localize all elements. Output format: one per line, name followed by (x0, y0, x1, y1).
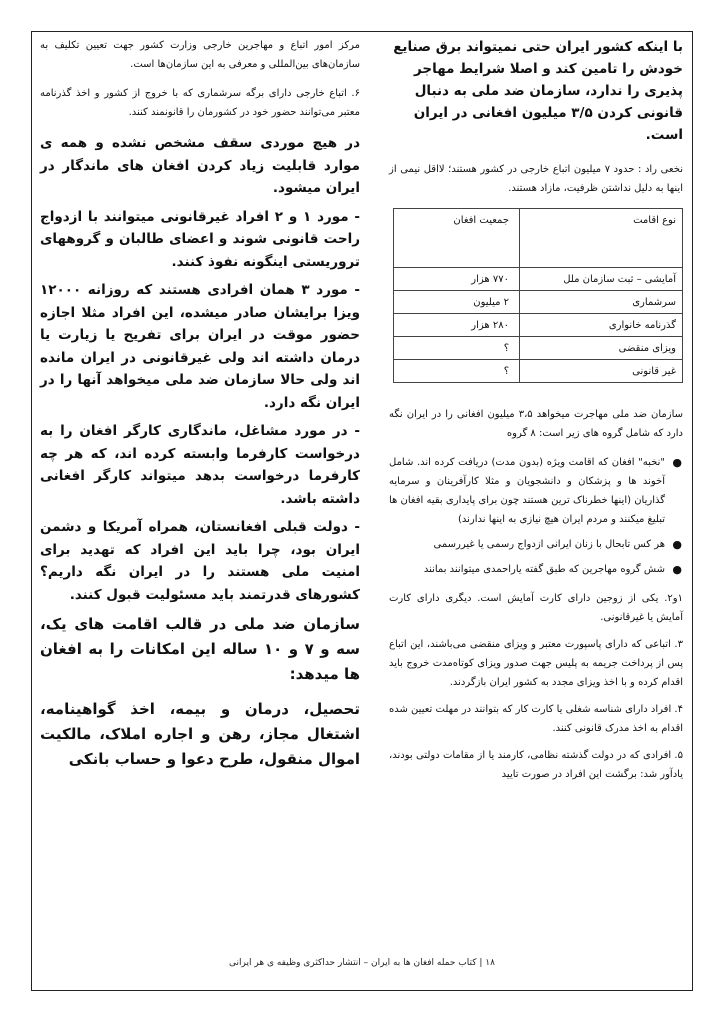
intro-paragraph: نخعی راد : حدود ۷ میلیون اتباع خارجی در کشور هستند؛ لااقل نیمی از اینها به دلیل نداشتن ظرفیت، مازاد هستند. (389, 164, 683, 194)
table-row (394, 314, 683, 337)
groups-paragraph: سازمان ضد ملی مهاجرت میخواهد ۳،۵ میلیون افغانی را در ایران نگه دارد که شامل گروه های زیر است: ۸ گروه (389, 409, 684, 439)
table-cell: سرشماری (520, 291, 683, 314)
table-row (394, 360, 683, 383)
table-row (394, 268, 683, 291)
table-row (394, 337, 683, 360)
table-header-cell: جمعیت افغان (394, 209, 520, 268)
list-item (389, 453, 682, 529)
list-item (389, 535, 682, 554)
large-bold-paragraph: تحصیل، درمان و بیمه، اخذ گواهینامه، اشتغال مجاز، رهن و اجاره املاک، مالکیت اموال منقول، طرح دعوا و حساب بانکی (40, 700, 360, 768)
numbered-item: ۵. افرادی که در دولت گذشته نظامی، کارمند یا از مقامات دولتی بودند، یادآور شد: برگشت این افراد در صورت تایید (389, 750, 683, 780)
table-cell: ۲۸۰ هزار (394, 314, 520, 337)
bullet-icon: ● (672, 456, 682, 469)
bullet-icon: ● (672, 563, 682, 576)
right-column (389, 36, 683, 792)
bold-paragraph: - مورد ۱ و ۲ افراد غیرقانونی میتوانند با ازدواج راحت قانونی شوند و اعضای طالبان و گروههای تروریستی اینگونه نفوذ کنند. (40, 208, 361, 270)
numbered-item: ۱و۲. یکی از زوجین دارای کارت آمایش است. دیگری دارای کارت آمایش یا غیرقانونی. (389, 593, 683, 623)
numbered-item: ۴. افراد دارای شناسه شغلی یا کارت کار که بتوانند در مهلت تعیین شده اقدام به اخذ مدرک قانونی کنند. (389, 704, 683, 734)
list-item (389, 560, 682, 579)
bold-paragraph: - دولت قبلی افغانستان، همراه آمریکا و دشمن ایران بود، چرا باید این افراد که تهدید برای امنیت ملی هستند را در ایران نگه داریم؟ کشورهای قدرتمند باید مسئولیت قبول کنند. (40, 519, 360, 603)
table-cell: ویزای منقضی (520, 337, 683, 360)
bold-paragraph: در هیچ موردی سقف مشخص نشده و همه ی موارد قابلیت زیاد کردن افغان های ماندگار در ایران میشود. (40, 135, 360, 196)
table-cell: ۷۷۰ هزار (394, 268, 520, 291)
table-header-cell: نوع اقامت (520, 209, 683, 268)
table-cell: گذرنامه خانواری (520, 314, 683, 337)
table-row (394, 291, 683, 314)
left-column (40, 36, 360, 782)
table-cell: آمایشی – ثبت سازمان ملل (520, 268, 683, 291)
bold-paragraph: - در مورد مشاغل، ماندگاری کارگر افغان را به درخواست کارفرما وابسته کرده اند، که هر چه کارفرما درخواست بدهد میتواند کارگر افغانی داشته باشد. (40, 423, 360, 507)
left-paragraph: مرکز امور اتباع و مهاجرین خارجی وزارت کشور جهت تعیین تکلیف به سازمان‌های بین‌المللی و معرفی به این سازمان‌ها است. (40, 40, 360, 70)
bullet-icon: ● (672, 538, 682, 551)
table-cell: ؟ (394, 360, 520, 383)
bold-paragraph: - مورد ۳ همان افرادی هستند که روزانه ۱۲۰۰۰ ویزا برایشان صادر میشده، این افراد مثلا اجازه حضور موقت در ایران برای تفریح یا زیارت یا درمان داشته اند ولی غیرقانونی در ایران مانده اند ولی حالا سازمان ضد ملی میخواهد آنها را در ایران نگه دارد. (40, 282, 360, 411)
left-paragraph: ۶. اتباع خارجی دارای برگه سرشماری که با خروج از کشور و اخذ گذرنامه معتبر می‌توانند حضور خود در کشورمان را قانونمند کنند. (40, 88, 360, 118)
table-cell: ؟ (394, 337, 520, 360)
table-cell: ۲ میلیون (394, 291, 520, 314)
page-footer: ۱۸ | کتاب حمله افغان ها به ایران – انتشار حداکثری وظیفه ی هر ایرانی (229, 958, 495, 968)
numbered-item: ۳. اتباعی که دارای پاسپورت معتبر و ویزای منقضی می‌باشند، این اتباع پس از پرداخت جریمه به پلیس جهت صدور ویزای کوتاه‌مدت خروج باید اقدام کرده و با اخذ ویزای مجدد به کشور ایران بازگردند. (389, 639, 683, 688)
list-item-text: "نخبه" افغان که اقامت ویژه (بدون مدت) دریافت کرده اند. شامل آخوند ها و پزشکان و دانشجویان و مثلا کارآفرینان و سرمایه گذاریان (اینها خطرناک ترین هستند چون برای پایداری بقیه افغان ها تبلیغ میکنند و مردم ایران هیچ نیازی به اینها ندارند) (389, 457, 665, 525)
table-cell: غیر قانونی (520, 360, 683, 383)
list-item-text: هر کس تابحال با زنان ایرانی ازدواج رسمی یا غیررسمی (433, 539, 665, 550)
large-bold-paragraph: سازمان ضد ملی در قالب اقامت های یک، سه و ۷ و ۱۰ ساله این امکانات را به افغان ها میدهد: (40, 615, 360, 683)
list-item-text: شش گروه مهاجرین که طبق گفته یاراحمدی میتوانند بمانند (423, 564, 665, 575)
groups-list (389, 453, 683, 579)
residence-table (393, 208, 683, 383)
table-header-row (394, 209, 683, 268)
headline: با اینکه کشور ایران حتی نمیتواند برق صنایع خودش را تامین کند و اصلا شرایط مهاجر پذیری را ندارد، سازمان ضد ملی به دنبال قانونی کردن ۳/۵ میلیون افغانی در ایران است. (393, 39, 683, 143)
